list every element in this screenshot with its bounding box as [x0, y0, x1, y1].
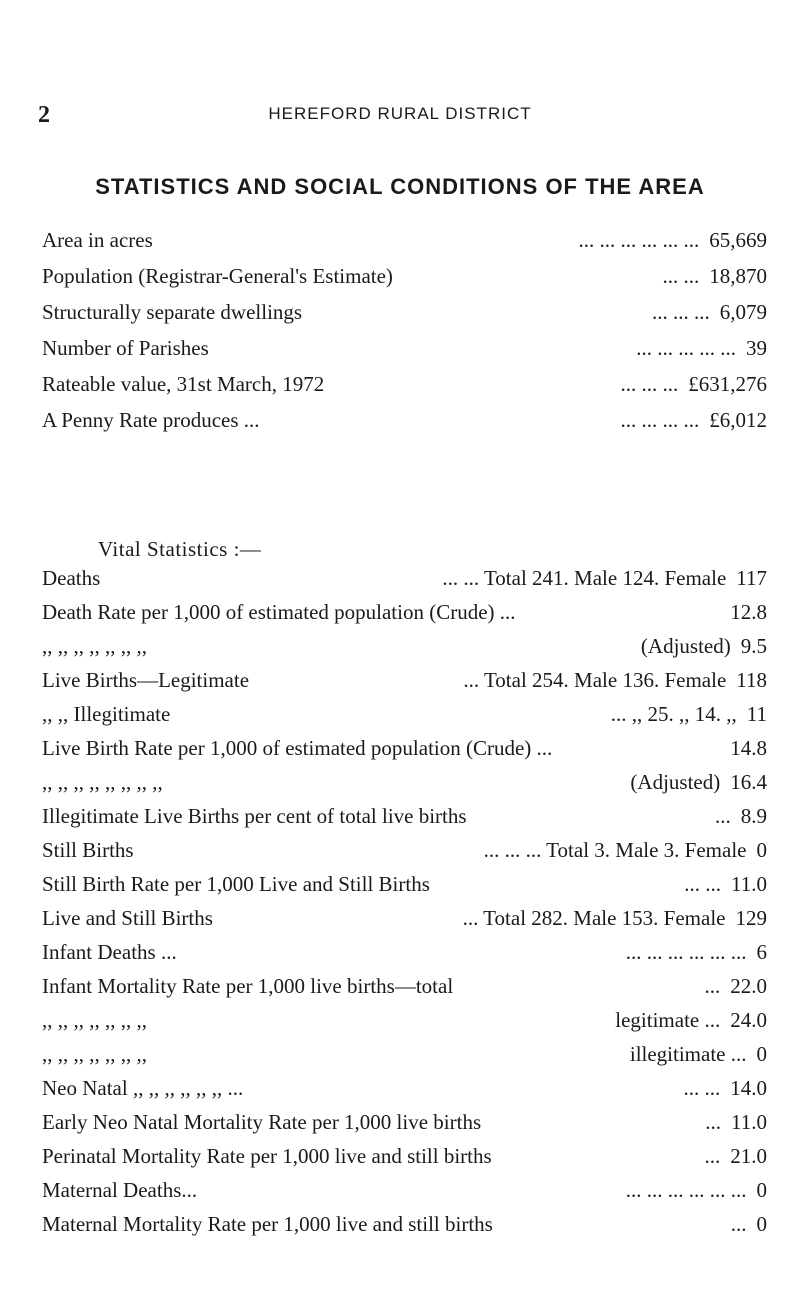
statistic-value: 118: [736, 668, 767, 692]
statistic-label: ,, ,, ,, ,, ,, ,, ,,: [42, 634, 147, 658]
page-number: 2: [38, 102, 50, 128]
statistic-label: Neo Natal ,, ,, ,, ,, ,, ,, ...: [42, 1076, 244, 1100]
statistic-label: Structurally separate dwellings: [42, 300, 303, 324]
statistic-label: Live and Still Births: [42, 906, 213, 930]
statistic-value: 0: [756, 838, 767, 862]
statistic-value: 65,669: [709, 228, 767, 252]
statistic-leader: ... ... Total 241. Male 124. Female: [442, 566, 727, 590]
statistic-row: [42, 372, 767, 408]
statistic-row: [42, 702, 767, 736]
statistic-leader: ... ,, 25. ,, 14. ,,: [610, 702, 737, 726]
statistic-value: 6: [756, 940, 767, 964]
statistic-label: Rateable value, 31st March, 1972: [42, 372, 325, 396]
statistic-row: [42, 600, 767, 634]
statistic-label: Early Neo Natal Mortality Rate per 1,000 live births: [42, 1110, 482, 1134]
statistic-leader: ... ...: [683, 1076, 721, 1100]
statistic-label: Live Births—Legitimate: [42, 668, 250, 692]
statistic-leader: ...: [715, 804, 731, 828]
statistic-label: Deaths: [42, 566, 101, 590]
statistic-value: 12.8: [730, 600, 767, 624]
statistic-value: 22.0: [730, 974, 767, 998]
statistic-leader: ... ... ... ...: [620, 408, 700, 432]
statistic-row: [42, 1178, 767, 1212]
statistic-row: [42, 228, 767, 264]
statistic-row: [42, 300, 767, 336]
vital-statistics-heading: Vital Statistics :—: [98, 537, 262, 561]
section-title: STATISTICS AND SOCIAL CONDITIONS OF THE AREA: [95, 174, 705, 199]
statistic-value: 0: [756, 1042, 767, 1066]
statistic-leader: (Adjusted): [640, 634, 731, 658]
statistic-value: 14.8: [730, 736, 767, 760]
statistic-value: 6,079: [719, 300, 767, 324]
statistic-leader: legitimate ...: [615, 1008, 721, 1032]
statistic-leader: ... ...: [684, 872, 722, 896]
statistic-label: ,, ,, Illegitimate: [42, 702, 171, 726]
statistic-value: 0: [756, 1212, 767, 1236]
statistic-leader: ... ... ...: [652, 300, 710, 324]
statistic-label: Perinatal Mortality Rate per 1,000 live and still births: [42, 1144, 492, 1168]
statistic-label: Death Rate per 1,000 of estimated population (Crude) ...: [42, 600, 516, 624]
statistic-value: 18,870: [709, 264, 767, 288]
running-title: HEREFORD RURAL DISTRICT: [268, 104, 532, 123]
statistic-label: ,, ,, ,, ,, ,, ,, ,, ,,: [42, 770, 163, 794]
area-statistics-list: [42, 228, 767, 444]
statistic-row: [42, 1110, 767, 1144]
statistic-leader: ... ... ... ... ... ...: [578, 228, 700, 252]
statistic-leader: ... ... ... Total 3. Male 3. Female: [483, 838, 747, 862]
statistic-row: [42, 264, 767, 300]
statistic-value: 14.0: [730, 1076, 767, 1100]
statistic-value: 8.9: [740, 804, 767, 828]
statistic-value: 39: [746, 336, 767, 360]
statistic-label: A Penny Rate produces ...: [42, 408, 260, 432]
statistic-value: 24.0: [730, 1008, 767, 1032]
statistic-row: [42, 1144, 767, 1178]
statistic-row: [42, 804, 767, 838]
statistic-leader: ... ...: [662, 264, 700, 288]
statistic-row: [42, 566, 767, 600]
statistic-leader: ... ... ... ... ... ...: [625, 940, 747, 964]
statistic-value: 11.0: [731, 872, 767, 896]
statistic-label: Infant Mortality Rate per 1,000 live births—total: [42, 974, 454, 998]
statistic-leader: (Adjusted): [630, 770, 721, 794]
statistic-value: 11.0: [731, 1110, 767, 1134]
statistic-row: [42, 1008, 767, 1042]
statistic-value: 0: [756, 1178, 767, 1202]
statistic-row: [42, 838, 767, 872]
statistic-row: [42, 872, 767, 906]
statistic-row: [42, 736, 767, 770]
statistic-leader: ...: [705, 1110, 722, 1134]
statistic-leader: ... Total 254. Male 136. Female: [463, 668, 727, 692]
statistic-value: 21.0: [730, 1144, 767, 1168]
statistic-value: 16.4: [730, 770, 767, 794]
statistic-label: Live Birth Rate per 1,000 of estimated population (Crude) ...: [42, 736, 553, 760]
statistic-value: 129: [735, 906, 767, 930]
statistic-value: 117: [736, 566, 767, 590]
vital-statistics-list: [42, 566, 767, 1246]
statistic-label: Infant Deaths ...: [42, 940, 177, 964]
statistic-leader: ... Total 282. Male 153. Female: [462, 906, 726, 930]
statistic-value: 11: [746, 702, 767, 726]
statistic-label: Still Births: [42, 838, 134, 862]
statistic-label: Illegitimate Live Births per cent of total live births: [42, 804, 467, 828]
statistic-row: [42, 408, 767, 444]
statistic-row: [42, 974, 767, 1008]
statistic-leader: ... ... ... ... ...: [636, 336, 736, 360]
statistic-row: [42, 906, 767, 940]
statistic-value: £631,276: [688, 372, 767, 396]
statistic-label: Maternal Deaths...: [42, 1178, 198, 1202]
statistic-value: £6,012: [709, 408, 767, 432]
statistic-leader: illegitimate ...: [629, 1042, 747, 1066]
statistic-label: Population (Registrar-General's Estimate): [42, 264, 393, 288]
statistic-label: ,, ,, ,, ,, ,, ,, ,,: [42, 1042, 147, 1066]
statistic-row: [42, 770, 767, 804]
statistic-row: [42, 336, 767, 372]
statistic-label: Number of Parishes: [42, 336, 209, 360]
statistic-leader: ...: [704, 974, 721, 998]
statistic-row: [42, 634, 767, 668]
statistic-value: 9.5: [740, 634, 767, 658]
statistic-label: Area in acres: [42, 228, 153, 252]
statistic-label: ,, ,, ,, ,, ,, ,, ,,: [42, 1008, 147, 1032]
statistic-row: [42, 1076, 767, 1110]
statistic-label: Still Birth Rate per 1,000 Live and Still Births: [42, 872, 430, 896]
statistic-leader: ... ... ... ... ... ...: [625, 1178, 747, 1202]
statistic-leader: ... ... ...: [620, 372, 679, 396]
statistic-row: [42, 1042, 767, 1076]
statistic-row: [42, 668, 767, 702]
statistic-leader: ...: [704, 1144, 721, 1168]
statistic-row: [42, 1212, 767, 1246]
statistic-leader: ...: [730, 1212, 747, 1236]
statistic-row: [42, 940, 767, 974]
statistic-label: Maternal Mortality Rate per 1,000 live and still births: [42, 1212, 493, 1236]
